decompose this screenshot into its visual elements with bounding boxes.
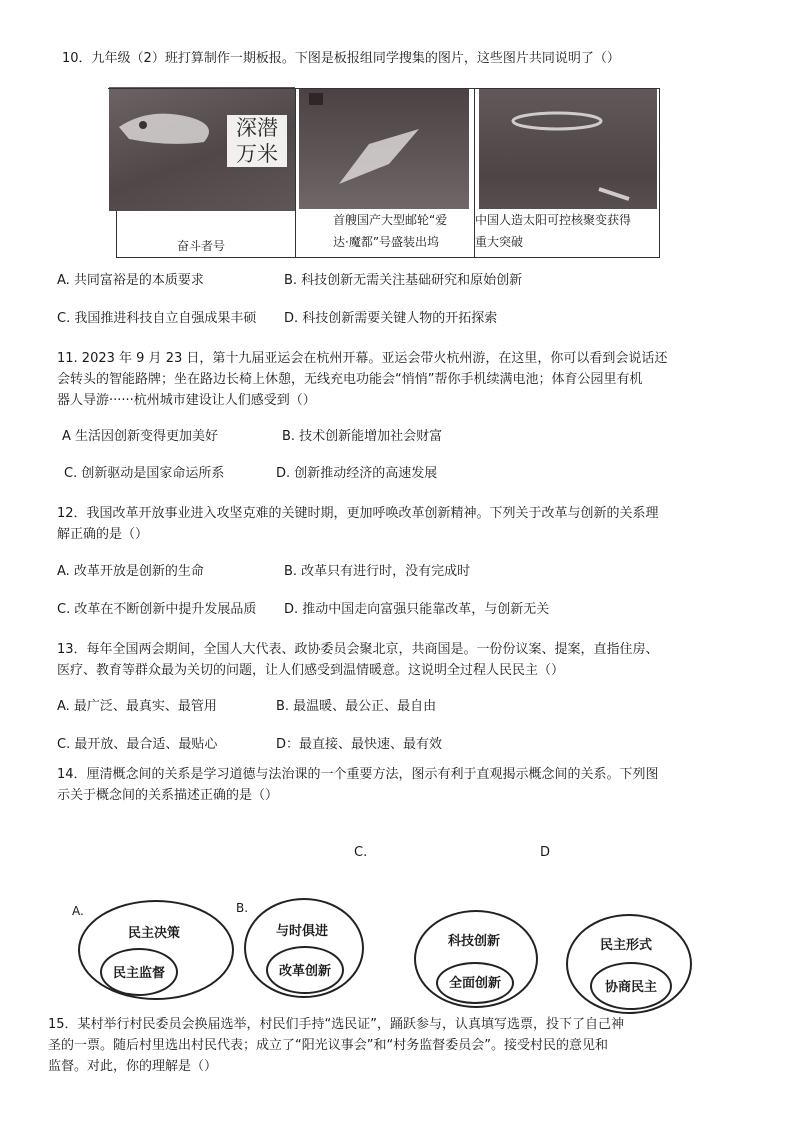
q14-label-c: C. <box>354 845 368 860</box>
diagram-c-outer-label: 科技创新 <box>447 934 500 949</box>
photo-cruise-ship <box>299 89 469 209</box>
q13-option-c[interactable]: C. 最开放、最合适、最贴心 <box>57 737 218 752</box>
q10-option-d[interactable]: D. 科技创新需要关键人物的开拓探索 <box>284 311 498 326</box>
diagram-d-outer-label: 民主形式 <box>599 938 652 953</box>
q10-photo-table <box>116 88 660 258</box>
caption-1: 奋斗者号 <box>177 239 226 253</box>
photo-artificial-sun <box>479 89 657 213</box>
q10-option-a[interactable]: A. 共同富裕是的本质要求 <box>57 273 204 288</box>
q14-label-d: D <box>540 845 551 860</box>
q11-option-c[interactable]: C. 创新驱动是国家命运所系 <box>64 466 225 481</box>
q13-option-a[interactable]: A. 最广泛、最真实、最管用 <box>57 699 217 714</box>
q10-option-c[interactable]: C. 我国推进科技自立自强成果丰硕 <box>57 311 257 326</box>
q13-option-b[interactable]: B. 最温暖、最公正、最自由 <box>276 699 437 714</box>
caption-2: 首艘国产大型邮轮“爱 达·魔都”号盛装出坞 <box>333 213 448 249</box>
caption-3: 中国人造太阳可控核聚变获得 重大突破 <box>475 209 657 253</box>
q12-option-c[interactable]: C. 改革在不断创新中提升发展品质 <box>57 602 257 617</box>
q15-stem: 15．某村举行村民委员会换届选举，村民们手持“选民证”，踊跃参与，认真填写选票，投下了自己神 圣的一票。随后村里选出村民代表；成立了“阳光议事会”和“村务监督委员会”。接受村民的意见和 监督。对此，你的理解是（） <box>48 1017 625 1074</box>
photo1-text: 深潜 万米 <box>227 115 287 167</box>
q11-option-b[interactable]: B. 技术创新能增加社会财富 <box>282 429 443 444</box>
diagram-b-letter: B. <box>236 901 249 915</box>
q14-stem: 14．厘清概念间的关系是学习道德与法治课的一个重要方法，图示有利于直观揭示概念间的关系。下列图 示关于概念间的关系描述正确的是（） <box>57 767 659 803</box>
table-top-rule <box>108 88 658 89</box>
diagram-a-outer-label: 民主决策 <box>127 926 180 941</box>
q11-stem: 11. 2023 年 9 月 23 日，第十九届亚运会在杭州开幕。亚运会带火杭州游，在这里，你可以看到会说话还 会转头的智能路牌；坐在路边长椅上休憩，无线充电功能会“悄悄”帮你手机续满电池；体育公园里有机 器人导游······杭州城市建设让人们感受到（） <box>57 351 668 408</box>
q13-option-d[interactable]: D：最直接、最快速、最有效 <box>276 737 443 752</box>
q12-option-a[interactable]: A. 改革开放是创新的生命 <box>57 564 204 579</box>
q10-stem: 10．九年级（2）班打算制作一期板报。下图是板报组同学搜集的图片，这些图片共同说明了（） <box>62 51 620 66</box>
q12-stem: 12．我国改革开放事业进入攻坚克难的关键时期，更加呼唤改革创新精神。下列关于改革与创新的关系理 解正确的是（） <box>57 506 659 542</box>
q11-option-d[interactable]: D. 创新推动经济的高速发展 <box>276 466 438 481</box>
diagram-a-letter: A. <box>72 904 84 918</box>
photo-fendouzhe <box>109 87 295 211</box>
diagram-b-inner-label: 改革创新 <box>278 964 331 979</box>
q12-option-b[interactable]: B. 改革只有进行时，没有完成时 <box>284 564 471 579</box>
diagram-c-inner-label: 全面创新 <box>448 976 501 991</box>
diagram-d-inner-label: 协商民主 <box>604 980 657 995</box>
diagram-b-outer-label: 与时俱进 <box>275 924 328 939</box>
diagram-a-inner-label: 民主监督 <box>112 966 165 981</box>
q10-option-b[interactable]: B. 科技创新无需关注基础研究和原始创新 <box>284 273 523 288</box>
q11-option-a[interactable]: A 生活因创新变得更加美好 <box>62 429 219 444</box>
q13-stem: 13．每年全国两会期间，全国人大代表、政协委员会聚北京，共商国是。一份份议案、提案，直指住房、 医疗、教育等群众最为关切的问题，让人们感受到温情暖意。这说明全过程人民民主（） <box>57 642 659 678</box>
q12-option-d[interactable]: D. 推动中国走向富强只能靠改革，与创新无关 <box>284 602 550 617</box>
